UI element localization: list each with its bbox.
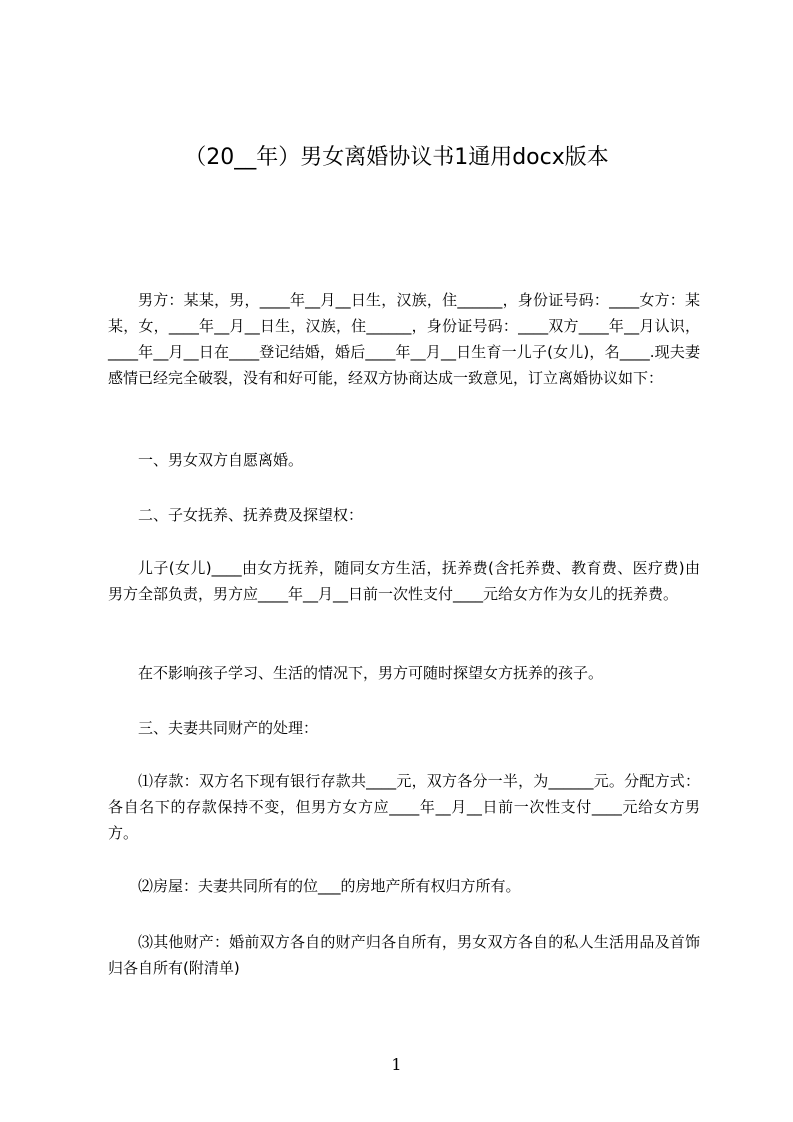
document-title: （20__年）男女离婚协议书1通用docx版本 <box>184 145 609 170</box>
clause-1-heading: 一、男女双方自愿离婚。 <box>138 451 304 469</box>
clause-3-heading: 三、夫妻共同财产的处理： <box>138 719 319 737</box>
paragraph-house: ⑵房屋：夫妻共同所有的位___的房地产所有权归方所有。 <box>138 877 521 895</box>
paragraph-parties: 男方：某某，男，____年__月__日生，汉族，住______，身份证号码：____女方：某某，女，____年__月__日生，汉族，住______，身份证号码：____双方____年__月认识，____年__月__日在____登记结婚，婚后____年__月__日生育一儿子(女儿)，名____.现夫妻感情已经完全破裂，没有和好可能，经双方协商达成一致意见，订立离婚协议如下： <box>108 291 700 387</box>
paragraph-child-support: 儿子(女儿)____由女方抚养，随同女方生活，抚养费(含托养费、教育费、医疗费)由男方全部负责，男方应____年__月__日前一次性支付____元给女方作为女儿的抚养费。 <box>108 559 700 603</box>
paragraph-savings: ⑴存款：双方名下现有银行存款共____元，双方各分一半，为______元。分配方式：各自名下的存款保持不变，但男方女方应____年__月__日前一次性支付____元给女方男方。 <box>108 772 700 842</box>
paragraph-other-property: ⑶其他财产：婚前双方各自的财产归各自所有，男女双方各自的私人生活用品及首饰归各自所有(附清单) <box>108 933 700 977</box>
page-number: 1 <box>391 1055 402 1074</box>
paragraph-visitation: 在不影响孩子学习、生活的情况下，男方可随时探望女方抚养的孩子。 <box>138 664 604 682</box>
clause-2-heading: 二、子女抚养、抚养费及探望权： <box>138 506 364 524</box>
